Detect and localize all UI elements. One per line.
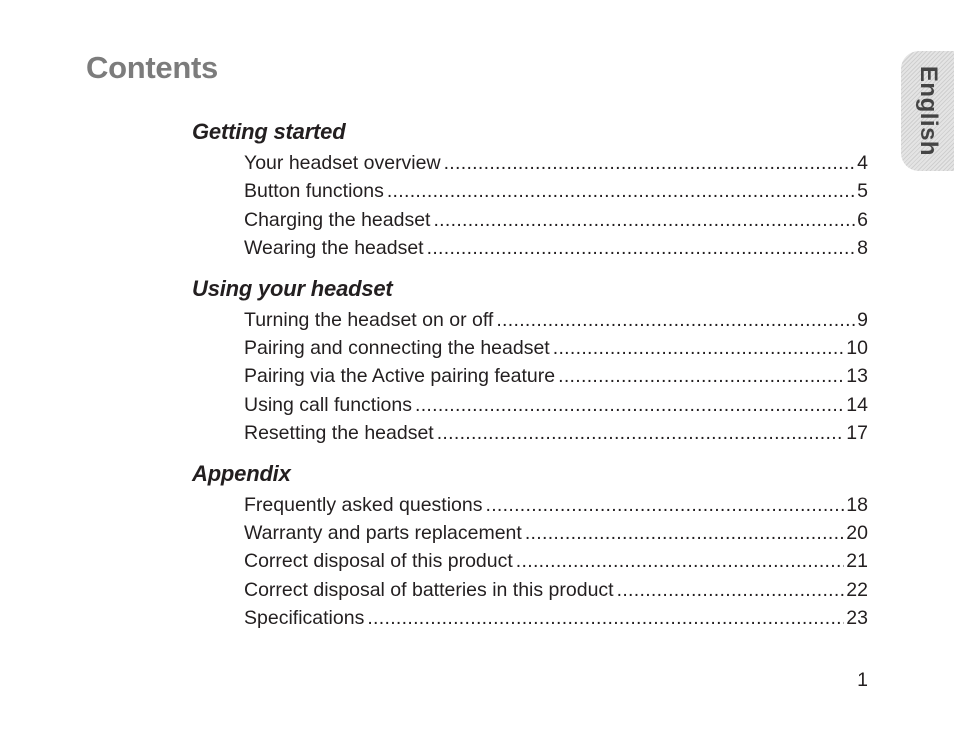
dot-leader	[553, 334, 845, 362]
dot-leader	[437, 419, 845, 447]
dot-leader	[415, 391, 844, 419]
dot-leader	[433, 206, 855, 234]
table-of-contents	[192, 116, 868, 642]
dot-leader	[496, 306, 855, 334]
section-heading: Appendix	[192, 460, 291, 486]
toc-entry-page: 5	[857, 180, 868, 203]
toc-entry-page: 17	[846, 422, 868, 445]
toc-entry-page: 14	[846, 393, 868, 416]
dot-leader	[485, 491, 844, 519]
toc-entry-title: Resetting the headset	[244, 422, 434, 445]
toc-entry-title: Pairing and connecting the headset	[244, 336, 550, 359]
toc-entry[interactable]	[244, 519, 868, 547]
dot-leader	[387, 177, 855, 205]
toc-entry-page: 22	[846, 578, 868, 601]
toc-entry-page: 8	[857, 237, 868, 260]
toc-entry-page: 9	[857, 308, 868, 331]
toc-entry-page: 23	[846, 607, 868, 630]
toc-entry-title: Pairing via the Active pairing feature	[244, 365, 556, 388]
dot-leader	[558, 362, 844, 390]
toc-entry-title: Charging the headset	[244, 208, 431, 231]
toc-entry[interactable]	[244, 234, 868, 262]
toc-entry[interactable]	[244, 419, 868, 447]
toc-entry[interactable]	[244, 391, 868, 419]
toc-entry[interactable]	[244, 604, 868, 632]
toc-entry-title: Correct disposal of this product	[244, 550, 513, 573]
toc-entry[interactable]	[244, 491, 868, 519]
toc-entry[interactable]	[244, 177, 868, 205]
toc-entry[interactable]	[244, 547, 868, 575]
section-heading: Using your headset	[192, 275, 393, 301]
language-tab-label: English	[914, 65, 942, 157]
toc-entry-title: Turning the headset on or off	[244, 308, 494, 331]
dot-leader	[617, 576, 845, 604]
toc-entry-title: Button functions	[244, 180, 384, 203]
toc-entry-title: Your headset overview	[244, 152, 441, 174]
language-tab	[901, 51, 954, 171]
toc-entry-page: 4	[857, 152, 868, 174]
toc-entry[interactable]	[244, 362, 868, 390]
toc-entry-title: Specifications	[244, 607, 365, 630]
dot-leader	[367, 604, 844, 632]
toc-entry-page: 6	[857, 208, 868, 231]
toc-section-getting-started	[192, 116, 868, 263]
toc-entry-title: Frequently asked questions	[244, 493, 483, 516]
toc-entry[interactable]	[244, 334, 868, 362]
toc-entry[interactable]	[244, 576, 868, 604]
toc-entry[interactable]	[244, 149, 868, 177]
page-title: Contents	[86, 50, 218, 85]
dot-leader	[516, 547, 845, 575]
toc-entry[interactable]	[244, 206, 868, 234]
page-number: 1	[857, 669, 868, 691]
toc-entry-page: 20	[846, 521, 868, 544]
toc-entry[interactable]	[244, 306, 868, 334]
toc-entry-page: 18	[846, 493, 868, 516]
dot-leader	[525, 519, 844, 547]
dot-leader	[444, 149, 856, 177]
toc-entry-title: Wearing the headset	[244, 237, 424, 260]
toc-entry-page: 13	[846, 365, 868, 388]
toc-section-using-your-headset	[192, 273, 868, 448]
dot-leader	[427, 234, 856, 262]
toc-entry-page: 10	[846, 336, 868, 359]
toc-entry-title: Correct disposal of batteries in this product	[244, 578, 614, 601]
toc-entry-page: 21	[846, 550, 868, 573]
toc-section-appendix	[192, 458, 868, 633]
toc-entry-title: Warranty and parts replacement	[244, 521, 522, 544]
toc-entry-title: Using call functions	[244, 393, 412, 416]
section-heading: Getting started	[192, 119, 346, 144]
